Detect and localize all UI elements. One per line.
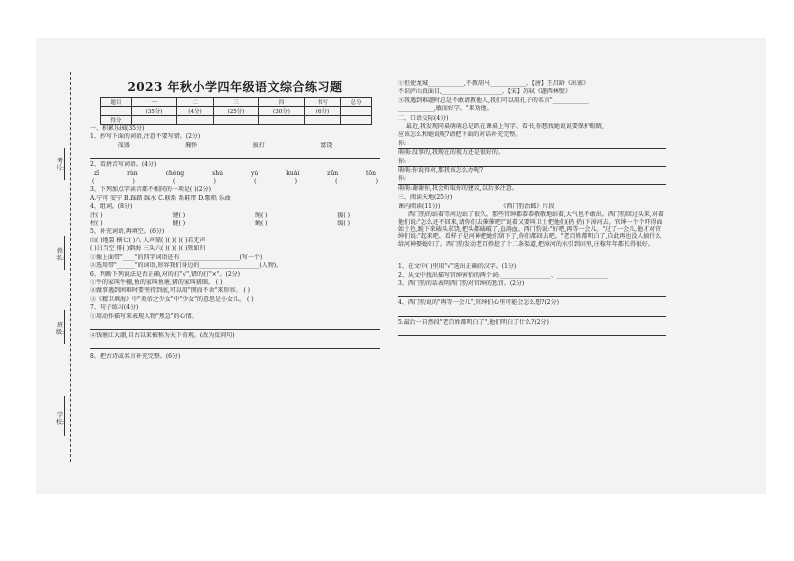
score-cell[interactable]: [177, 116, 214, 125]
score-points: (30分): [259, 107, 304, 116]
dialog-mengmeng: 萌萌:你说得对,那我该怎么办呢?: [398, 167, 484, 175]
binding-line: [70, 72, 71, 462]
q4-row-2[interactable]: [90, 220, 380, 228]
question-7: 7、句子练习(4分): [90, 304, 139, 312]
poem-3b[interactable]: ____________,敏而好学。"来劝他。: [398, 105, 493, 113]
q4-item[interactable]: 绳( ): [254, 211, 268, 219]
score-header: 二: [177, 98, 214, 107]
score-cell[interactable]: [341, 116, 372, 125]
pinyin: kuài: [286, 169, 300, 177]
question-6: 6、判断下列说法是否正确,对的打"√",错的打"×"。(2分): [90, 270, 241, 278]
score-cell[interactable]: [259, 116, 304, 125]
section-3-heading: 三、阅读天地(25分): [398, 194, 453, 202]
reading-q5: 5.最后一自然段"老百姓都明白了",他们明白了什么?(2分): [398, 318, 549, 326]
q1-words: [90, 142, 380, 150]
score-header: 题目: [101, 98, 132, 107]
q5-sub-1[interactable]: ①像上面带"____"的四字词语还有____________________(写一个): [90, 253, 263, 261]
pinyin: zūn: [327, 169, 339, 177]
q3-options: A.宁可 安宁 B.踩踏 踩水 C.联系 系鞋带 D.歌唱 乐曲: [90, 194, 231, 202]
poem-3a[interactable]: ③我遇到难题时总是不敢请教他人,我们可以用孔子的名言"____________: [398, 96, 589, 104]
passage-text: 西门豹的站着等河边站了很久。那些官绅都恭恭敬敬地站着,大气也不敢出。西门豹回过头来,对着他们说:"怎么还不回来,请你们去催催吧!"说着又要叫卫士把他们(扔 扔)下漳河去。官绅一个个吓得面如土色,跪下来磕头求饶,把头都磕破了,直淌血。西门豹说:"好吧,再等一会儿。"过了一会儿,他才对官绅们说:"起来吧。看样子是河神把她们留下了,你们都回去吧。"老百姓都明白了,自此再也没人搞什么给河神娶媳妇了。西门豹发动老百姓挖了十二条渠道,把漳河的水引到田里,庄稼年年都长得很好。: [398, 211, 664, 248]
poem-1[interactable]: ①但使龙城____________,不教胡马____________。【唐】王昌龄《出塞》: [398, 80, 589, 87]
passage-title: 《西门豹治邺》片段: [500, 202, 555, 210]
rq5-answer-line[interactable]: [398, 328, 666, 336]
q1-word: 胸怀: [185, 141, 198, 149]
q4-item[interactable]: 援( ): [337, 211, 350, 219]
q1-word: 茂盛: [117, 141, 130, 149]
pinyin: yú: [250, 169, 259, 177]
q7-answer-line[interactable]: [90, 322, 380, 330]
dialog-you[interactable]: 你:: [398, 175, 666, 184]
score-points: (25分): [213, 107, 258, 116]
q7-sub-1: ①用动作描写来表现人物"焦急"的心情。: [90, 312, 198, 320]
section-2-heading: 二、口语交际(4分): [398, 114, 449, 122]
reading-q4: 4、西门豹说的"再等一会儿",官绅们心里可能会怎么想?(2分): [398, 299, 559, 307]
school-line: [64, 396, 65, 436]
reading-q1: 1、在文中( )里用"√"选出正确的汉字。(1分): [398, 263, 517, 271]
class-line: [64, 310, 65, 344]
student-number-label: 考号:: [55, 158, 65, 172]
q4-item[interactable]: 蝇( ): [254, 220, 268, 228]
name-label: 姓名:: [55, 248, 65, 262]
reading-q3: 3、西门豹的话表明西门豹对官绅的惩罚。(2分): [398, 279, 525, 287]
q6-item[interactable]: ②做事遇到困难时要坚持到底,可以用"锲而不舍"来形容。 ( ): [90, 287, 250, 295]
reading-q2[interactable]: 2、从文中找出描写官绅害怕的两个词:_________________、_________________: [398, 271, 608, 279]
question-5: 5、补充词语,再填空。(6分): [90, 228, 165, 236]
score-points: [341, 107, 372, 116]
pinyin: rùn: [127, 169, 138, 177]
score-header: 三: [213, 98, 258, 107]
q7-sub-2: ②钱塘江大潮,自古以来被称为天下奇观。(改为反问句): [90, 331, 235, 339]
score-header: 一: [131, 98, 176, 107]
score-cell[interactable]: [304, 116, 341, 125]
q4-item[interactable]: 缓( ): [337, 220, 350, 228]
dialog-you[interactable]: 你:: [398, 158, 666, 167]
score-cell[interactable]: [131, 116, 176, 125]
pinyin: chéng: [165, 169, 185, 177]
q4-item[interactable]: 注( ): [90, 211, 103, 219]
q4-item[interactable]: 建( ): [172, 211, 186, 219]
pinyin: zī: [94, 169, 100, 177]
question-1: 1、抄写下面的词语,注意不要写错。(2分): [90, 133, 201, 141]
q5-row-1[interactable]: 山( )地裂 横七( )八 人声鼎( )( )( )( )若无声: [90, 236, 206, 244]
score-header: 四: [259, 98, 304, 107]
q4-row-1[interactable]: [90, 212, 380, 220]
score-points: (4分): [177, 107, 214, 116]
question-4: 4、组词。(8分): [90, 203, 133, 211]
dialog-mengmeng: 萌萌:谢谢你,我会听取你的建议,以后多注意。: [398, 184, 518, 192]
q1-answer-line[interactable]: [90, 151, 380, 159]
q2-pinyin: [90, 170, 380, 178]
rq3-answer-line[interactable]: [398, 289, 666, 297]
q4-item[interactable]: 柱( ): [90, 220, 103, 228]
section-1-heading: 一、积累乐园(35分): [90, 125, 145, 132]
score-header: 书写: [304, 98, 341, 107]
school-label: 学校:: [55, 412, 65, 426]
q1-word: 富饶: [320, 141, 333, 149]
q5-sub-2[interactable]: ②选用带"______"的词语,形容我们身边的____________________(人物)。: [90, 262, 283, 270]
q6-item[interactable]: ③《精卫填海》中"炎帝之少女"中"少女"的意思是小女儿。 ( ): [90, 295, 254, 303]
score-points: (35分): [131, 107, 176, 116]
score-cell[interactable]: [213, 116, 258, 125]
rq4-answer-line[interactable]: [398, 309, 666, 317]
reading-label: [398, 203, 666, 211]
q2-answer-boxes[interactable]: ( ) ( ) ( ) ( ): [92, 178, 378, 186]
q6-item[interactable]: ①牛的家叫牛棚,鱼的家叫鱼塘,猪的家叫猪圈。 ( ): [90, 278, 223, 286]
right-page: [398, 80, 666, 338]
dialog-you[interactable]: 你:: [398, 140, 666, 149]
q4-item[interactable]: 健( ): [172, 220, 186, 228]
reading-sublabel: 课内阅读(11分): [398, 202, 441, 210]
left-page: [90, 78, 380, 362]
score-points: [101, 107, 132, 116]
question-2: 2、看拼音写词语。(4分): [90, 161, 157, 169]
s2-para-1: 最近,我发现同桌萌萌总是趴在课桌上写字、看书,你想找她说说要保护眼睛,: [406, 123, 604, 131]
score-header: 总分: [341, 98, 372, 107]
question-3: 3、下列加点字读音都不相同的一项是( )(2分): [90, 186, 211, 194]
poem-2[interactable]: 不识庐山真面目,____________________。【宋】苏轼《题西林壁》: [398, 88, 571, 96]
student-number-line: [64, 148, 65, 180]
question-8: 8、把古诗或名言补充完整。(6分): [90, 353, 181, 361]
q7-answer-line[interactable]: [90, 341, 380, 349]
score-row-label: 得分: [101, 116, 132, 125]
pinyin: shú: [212, 169, 223, 177]
score-table: [100, 97, 372, 125]
q1-word: 拔打: [252, 141, 265, 149]
dialog-mengmeng: 萌萌:没事的,我现在的视力还是很好的。: [398, 149, 504, 157]
pinyin: tōn: [366, 169, 376, 177]
s2-para-2: 应该怎么和她说呢?请把下面的对话补充完整。: [398, 131, 522, 139]
name-line: [64, 236, 65, 270]
exam-title: 2023 年秋小学四年级语文综合练习题: [127, 80, 343, 94]
class-label: 班级:: [55, 322, 65, 336]
score-points: (6分): [304, 107, 341, 116]
q5-row-2[interactable]: ( )日当空 排( )倒海 三头六( )( )( )( )死如归: [90, 245, 206, 253]
